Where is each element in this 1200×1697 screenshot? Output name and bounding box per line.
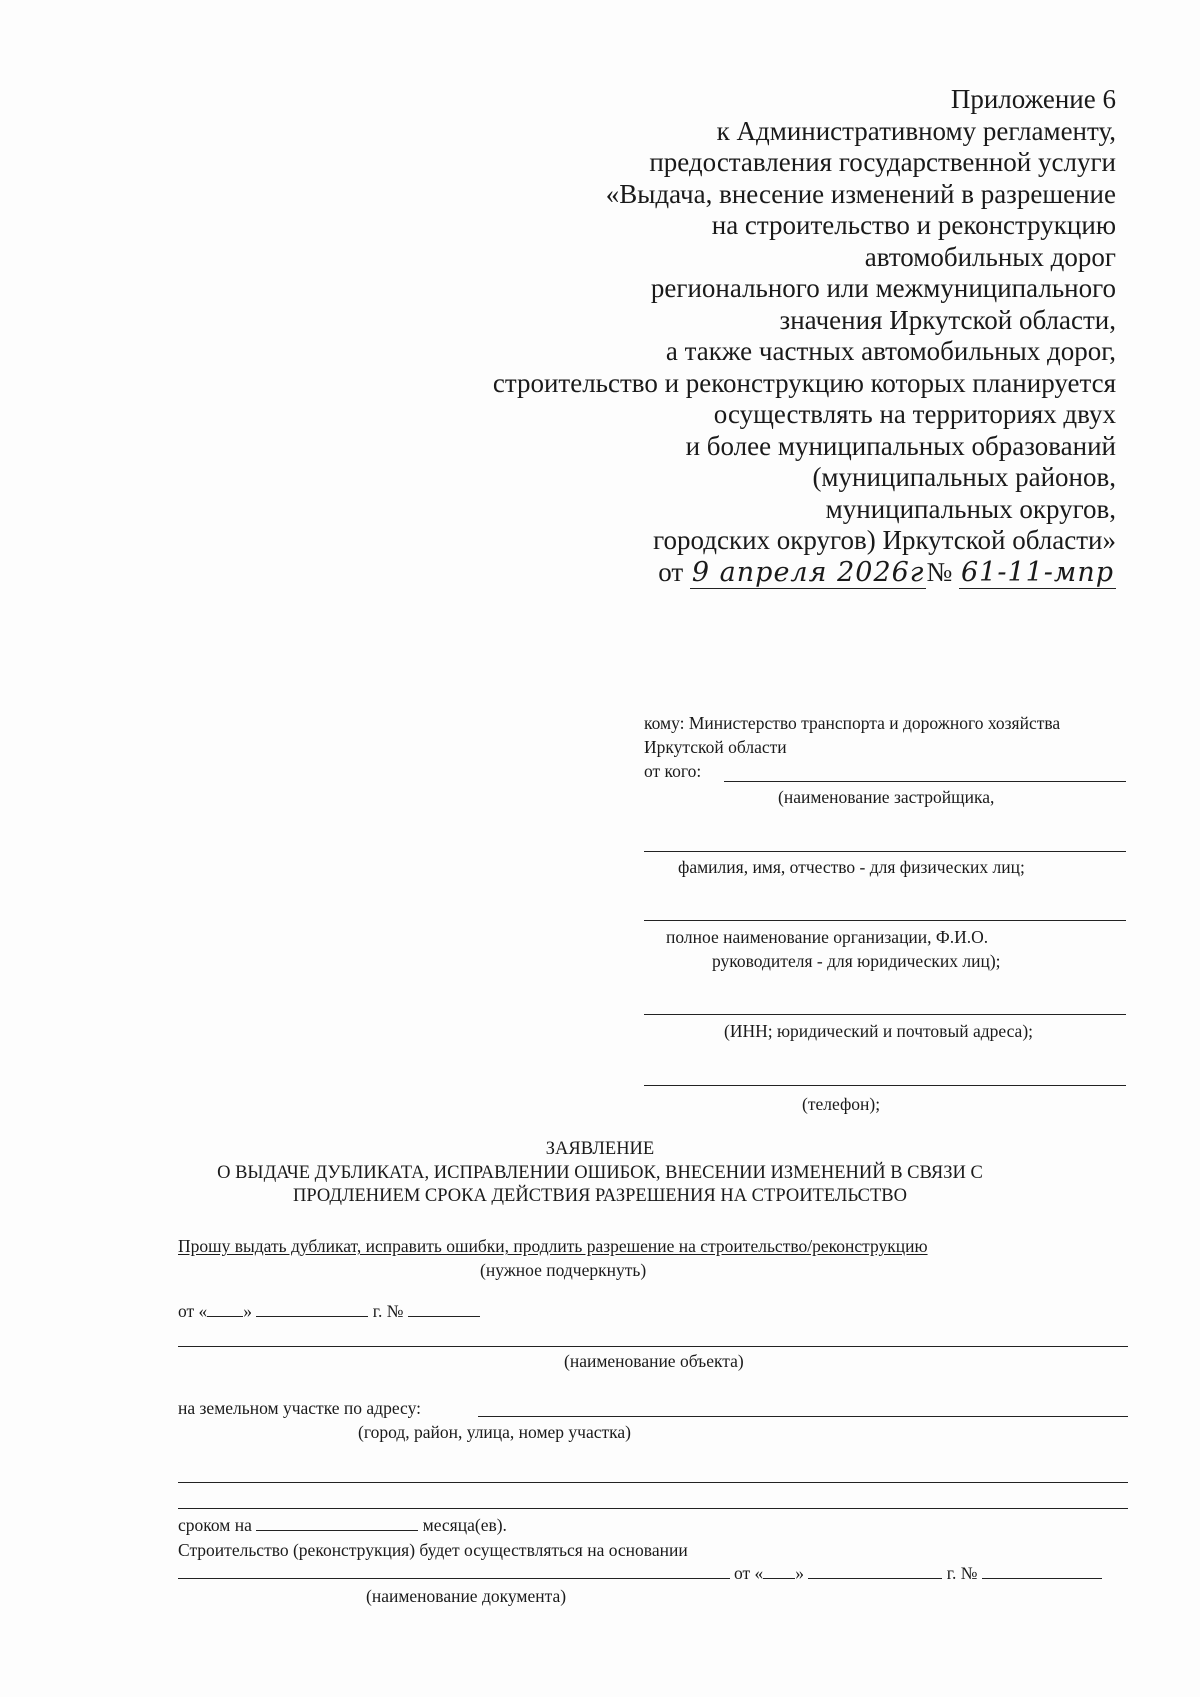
appendix-line: а также частных автомобильных дорог, — [665, 336, 1116, 366]
basis-year-no-label: г. № — [946, 1563, 978, 1583]
number-prefix: № — [926, 556, 953, 587]
object-name-field[interactable] — [178, 1346, 1128, 1347]
statement-title: ЗАЯВЛЕНИЕ — [545, 1139, 655, 1159]
address-continuation-field-2[interactable] — [178, 1508, 1128, 1509]
term-label: сроком на — [178, 1515, 252, 1535]
land-plot-address-field[interactable] — [478, 1416, 1128, 1417]
hint-developer-name: (наименование застройщика, — [778, 787, 995, 807]
address-hint: (город, район, улица, номер участка) — [358, 1422, 631, 1442]
permit-month-field[interactable] — [256, 1300, 368, 1317]
term-row — [178, 1514, 507, 1536]
basis-from-label: от « — [734, 1563, 764, 1583]
addressee-from-label: от кого: — [644, 761, 702, 781]
permit-day-field[interactable] — [207, 1300, 243, 1317]
appendix-line: и более муниципальных образований — [685, 430, 1116, 461]
document-name-hint: (наименование документа) — [366, 1586, 567, 1606]
basis-text: Строительство (реконструкция) будет осуществляться на основании — [178, 1540, 688, 1560]
hint-inn-address: (ИНН; юридический и почтовый адреса); — [724, 1021, 1034, 1041]
appendix-line: городских округов) Иркутской области» — [653, 525, 1116, 555]
applicant-organization-field[interactable] — [644, 920, 1126, 921]
date-prefix: от — [658, 556, 684, 587]
permit-quote-close: » — [243, 1301, 253, 1321]
appendix-line: на строительство и реконструкцию — [711, 210, 1116, 240]
appendix-line: регионального или межмуниципального — [650, 273, 1116, 303]
request-options: Прошу выдать дубликат, исправить ошибки, продлить разрешение на строительство/реконструкцию — [178, 1236, 928, 1256]
appendix-line: Приложение 6 — [950, 84, 1116, 114]
hint-organization-head: руководителя - для юридических лиц); — [712, 951, 1001, 971]
request-hint: (нужное подчеркнуть) — [480, 1260, 647, 1280]
permit-date-row — [178, 1300, 480, 1322]
applicant-inn-address-field[interactable] — [644, 1014, 1126, 1015]
hint-individual: фамилия, имя, отчество - для физических лиц; — [678, 857, 1025, 877]
land-plot-label: на земельном участке по адресу: — [178, 1398, 421, 1418]
hint-phone: (телефон); — [802, 1094, 881, 1114]
appendix-line: осуществлять на территориях двух — [713, 399, 1116, 429]
basis-number-field[interactable] — [982, 1562, 1102, 1579]
appendix-line: «Выдача, внесение изменений в разрешение — [605, 178, 1116, 209]
applicant-phone-field[interactable] — [644, 1085, 1126, 1086]
hint-organization: полное наименование организации, Ф.И.О. — [666, 927, 989, 947]
appendix-line: к Административному регламенту, — [716, 115, 1116, 146]
appendix-line: муниципальных округов, — [825, 493, 1116, 524]
appendix-date-line — [396, 557, 1116, 589]
term-months-field[interactable] — [256, 1514, 418, 1531]
basis-day-field[interactable] — [763, 1562, 795, 1579]
statement-subtitle-line2: ПРОДЛЕНИЕМ СРОКА ДЕЙСТВИЯ РАЗРЕШЕНИЯ НА СТРОИТЕЛЬСТВО — [293, 1186, 907, 1206]
addressee-to-line2: Иркутской области — [644, 737, 787, 757]
handwritten-number: 61-11-мпр — [960, 556, 1114, 588]
appendix-line: значения Иркутской области, — [779, 304, 1116, 335]
permit-from-label: от « — [178, 1301, 208, 1321]
basis-document-field[interactable] — [178, 1578, 730, 1579]
statement-subtitle-line1: О ВЫДАЧЕ ДУБЛИКАТА, ИСПРАВЛЕНИИ ОШИБОК, ВНЕСЕНИИ ИЗМЕНЕНИЙ В СВЯЗИ С — [217, 1163, 983, 1183]
address-continuation-field-1[interactable] — [178, 1482, 1128, 1483]
appendix-line: (муниципальных районов, — [812, 462, 1116, 492]
basis-month-field[interactable] — [808, 1562, 942, 1579]
basis-date-row — [734, 1562, 1102, 1584]
addressee-to-line1: кому: Министерство транспорта и дорожного хозяйства — [644, 713, 1061, 733]
permit-number-field[interactable] — [408, 1300, 480, 1317]
basis-quote-close: » — [795, 1563, 805, 1583]
applicant-person-field[interactable] — [644, 851, 1126, 852]
appendix-line: автомобильных дорог — [864, 241, 1116, 272]
appendix-line: строительство и реконструкцию которых планируется — [492, 367, 1116, 398]
term-unit: месяца(ев). — [422, 1515, 507, 1535]
appendix-line: предоставления государственной услуги — [649, 147, 1116, 177]
appendix-header — [396, 84, 1116, 588]
applicant-name-field[interactable] — [724, 781, 1126, 782]
object-name-hint: (наименование объекта) — [564, 1351, 744, 1371]
handwritten-date: 9 апреля 2026г — [691, 556, 925, 588]
permit-year-no-label: г. № — [372, 1301, 404, 1321]
